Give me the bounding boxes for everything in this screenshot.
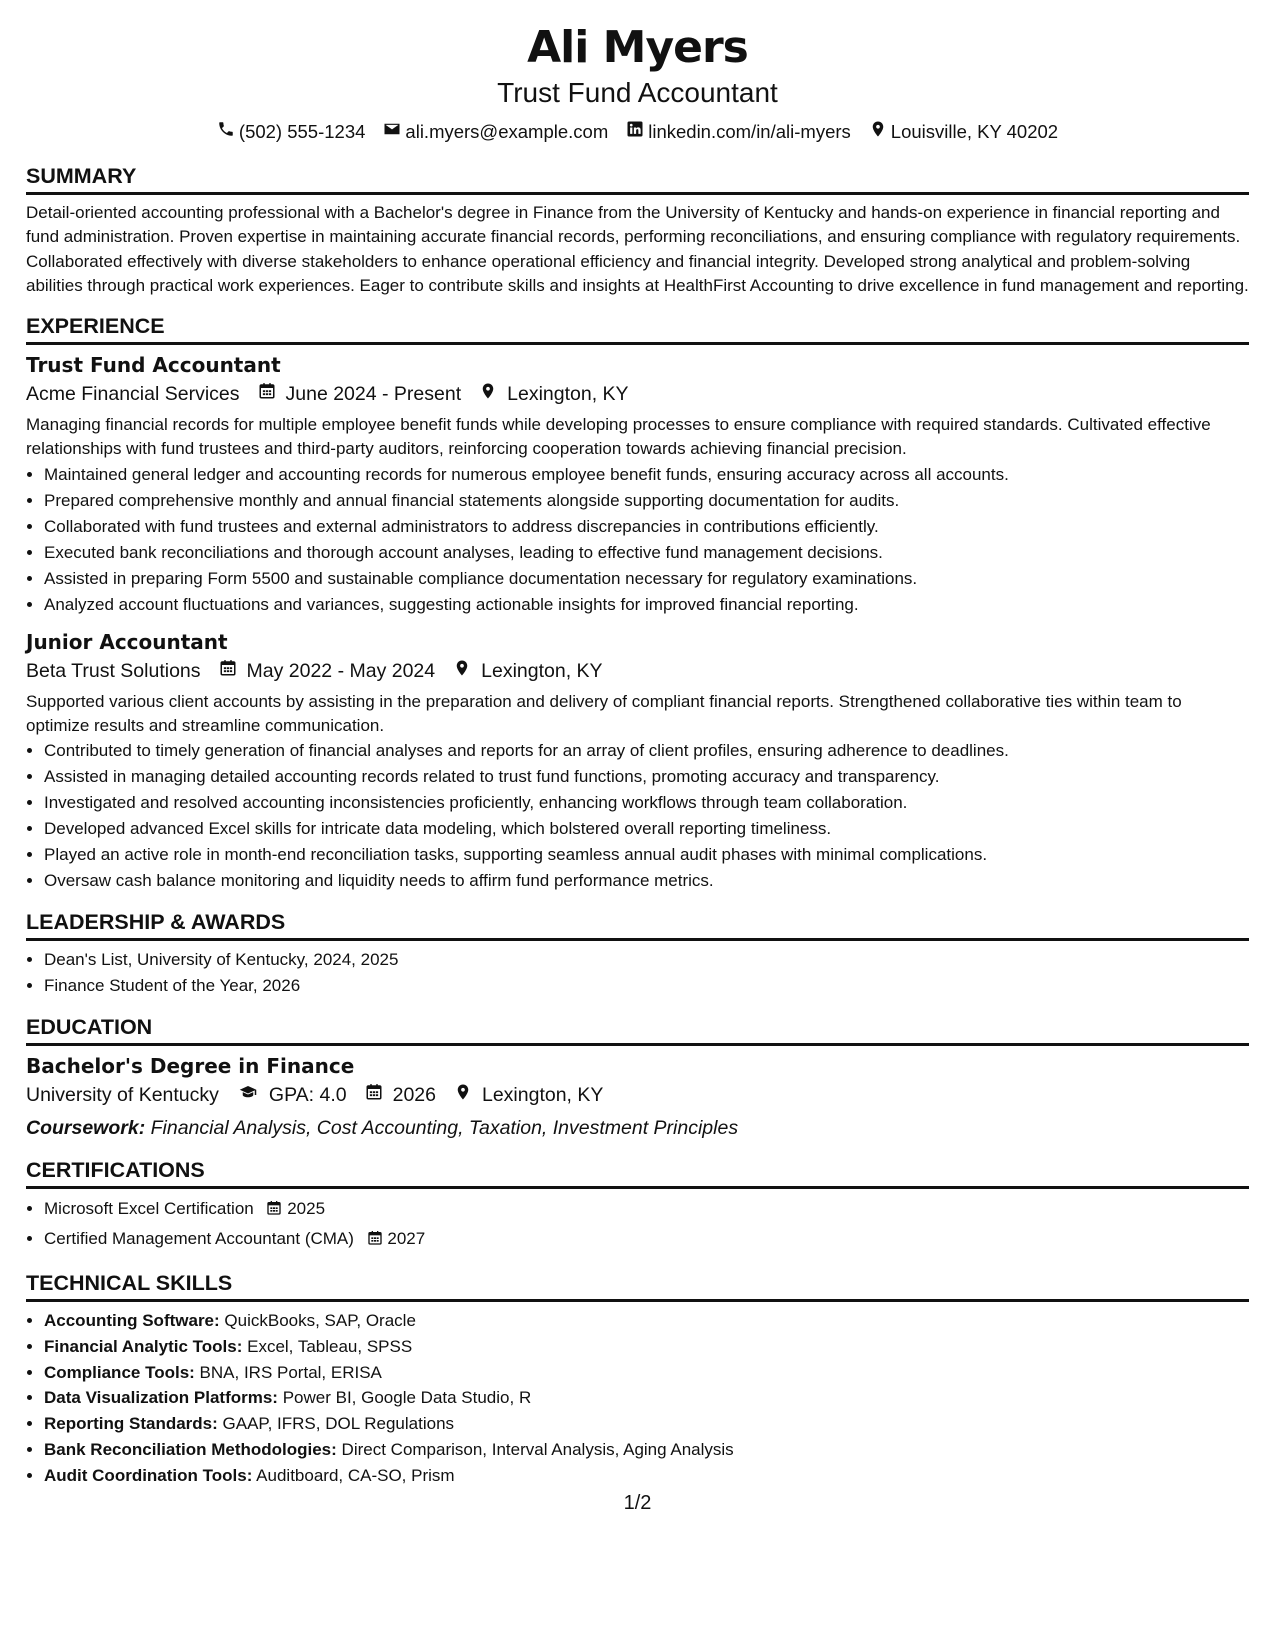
certifications-list xyxy=(26,1195,1249,1255)
degree-title: Bachelor's Degree in Finance xyxy=(26,1054,355,1079)
skill-value: BNA, IRS Portal, ERISA xyxy=(199,1362,382,1382)
gpa-text: GPA: 4.0 xyxy=(268,1084,347,1107)
map-pin-icon xyxy=(446,1080,472,1110)
job-dates: June 2024 - Present xyxy=(285,383,462,406)
job-dates: May 2022 - May 2024 xyxy=(246,659,436,682)
contact-bar xyxy=(0,120,1275,144)
job-meta xyxy=(26,656,1249,686)
summary-section xyxy=(26,162,1249,298)
resume-header xyxy=(0,0,1275,144)
company-name: Acme Financial Services xyxy=(26,383,240,406)
skill-label: Audit Coordination Tools: xyxy=(44,1465,253,1485)
section-heading: LEADERSHIP & AWARDS xyxy=(26,908,1249,941)
job-location: Lexington, KY xyxy=(481,659,603,682)
skill-value: GAAP, IFRS, DOL Regulations xyxy=(222,1414,455,1434)
skills-section xyxy=(26,1269,1249,1488)
job-location: Lexington, KY xyxy=(507,383,629,406)
skill-value: Direct Comparison, Interval Analysis, Aging Analysis xyxy=(341,1439,734,1459)
job-meta xyxy=(26,379,1249,409)
job-entry xyxy=(26,628,1249,895)
school-location: Lexington, KY xyxy=(481,1084,604,1107)
email-text: ali.myers@example.com xyxy=(405,121,609,142)
skills-list xyxy=(26,1308,1249,1488)
certifications-section xyxy=(26,1156,1249,1255)
list-item: • Maintained general ledger and accounting records for numerous employee benefit funds, ensuring accuracy across all accounts. xyxy=(44,462,1249,488)
list-item: • Collaborated with fund trustees and external administrators to address discrepancies in contributions efficiently. xyxy=(44,514,1249,540)
skill-label: Accounting Software: xyxy=(44,1311,220,1331)
cert-name: Certified Management Accountant (CMA) xyxy=(44,1229,354,1249)
envelope-icon xyxy=(383,120,401,144)
coursework-line xyxy=(26,1114,1249,1142)
list-item: • Assisted in managing detailed accounting records related to trust fund functions, promoting accuracy and transparency. xyxy=(44,764,1249,790)
list-item xyxy=(44,1360,1249,1386)
awards-list xyxy=(26,947,1249,999)
section-heading: TECHNICAL SKILLS xyxy=(26,1269,1249,1302)
contact-linkedin[interactable] xyxy=(626,120,851,144)
map-pin-icon xyxy=(869,120,887,144)
list-item: • Contributed to timely generation of financial analyses and reports for an array of client profiles, ensuring adherence to deadlines. xyxy=(44,738,1249,764)
skill-label: Bank Reconciliation Methodologies: xyxy=(44,1439,337,1459)
cert-year: 2027 xyxy=(387,1229,426,1249)
list-item: • Oversaw cash balance monitoring and liquidity needs to affirm fund performance metrics. xyxy=(44,868,1249,894)
skill-label: Financial Analytic Tools: xyxy=(44,1337,243,1357)
skill-label: Compliance Tools: xyxy=(44,1362,195,1382)
location-text: Louisville, KY 40202 xyxy=(890,121,1059,142)
job-bullets xyxy=(26,462,1249,618)
phone-icon xyxy=(217,120,235,144)
list-item xyxy=(44,1385,1249,1411)
list-item: • Investigated and resolved accounting inconsistencies proficiently, enhancing workflows through team collaboration. xyxy=(44,790,1249,816)
job-title: Trust Fund Accountant xyxy=(26,353,281,378)
calendar-icon xyxy=(250,379,276,409)
coursework-label: Coursework: xyxy=(26,1117,146,1140)
contact-location xyxy=(869,120,1058,144)
job-title: Junior Accountant xyxy=(26,629,228,654)
section-heading: EXPERIENCE xyxy=(26,312,1249,345)
job-entry xyxy=(26,351,1249,618)
list-item: • Developed advanced Excel skills for intricate data modeling, which bolstered overall reporting timeliness. xyxy=(44,816,1249,842)
calendar-icon xyxy=(357,1080,383,1110)
phone-text: (502) 555-1234 xyxy=(238,121,366,142)
list-item: • Dean's List, University of Kentucky, 2024, 2025 xyxy=(44,947,1249,973)
skill-label: Data Visualization Platforms: xyxy=(44,1388,278,1408)
summary-text: Detail-oriented accounting professional with a Bachelor's degree in Finance from the University of Kentucky and hands-on experience in financial reporting and fund administration. Proven expertise in maintaining accurate financial records, performing reconciliations, and ensuring compliance with regulatory requirements. Collaborated effectively with diverse stakeholders to enhance operational efficiency and financial integrity. Developed strong analytical and problem-solving abilities through practical work experiences. Eager to contribute skills and insights at HealthFirst Accounting to drive excellence in fund management and reporting. xyxy=(26,203,1249,295)
list-item: • Assisted in preparing Form 5500 and sustainable compliance documentation necessary for regulatory examinations. xyxy=(44,566,1249,592)
school-name: University of Kentucky xyxy=(26,1084,219,1107)
job-bullets xyxy=(26,738,1249,894)
list-item xyxy=(44,1437,1249,1463)
job-description: Supported various client accounts by assisting in the preparation and delivery of compliant financial reports. Strengthened collaborative ties within team to optimize results and streamline communication. xyxy=(26,691,1182,736)
job-description: Managing financial records for multiple employee benefit funds while developing processes to ensure compliance with required standards. Cultivated effective relationships with fund trustees and third-party auditors, reinforcing cooperation towards achieving financial precision. xyxy=(26,415,1211,459)
list-item xyxy=(44,1308,1249,1334)
list-item: • Executed bank reconciliations and thorough account analyses, leading to effective fund management decisions. xyxy=(44,540,1249,566)
calendar-icon xyxy=(211,656,237,686)
section-heading: CERTIFICATIONS xyxy=(26,1156,1249,1189)
map-pin-icon xyxy=(445,656,471,686)
list-item xyxy=(44,1195,1249,1225)
skill-value: Auditboard, CA-SO, Prism xyxy=(256,1465,455,1485)
education-section xyxy=(26,1013,1249,1142)
linkedin-icon xyxy=(626,120,644,144)
list-item: • Prepared comprehensive monthly and annual financial statements alongside supporting documentation for audits. xyxy=(44,488,1249,514)
page-number: 1/2 xyxy=(623,1492,652,1514)
graduation-cap-icon xyxy=(229,1080,259,1110)
list-item xyxy=(44,1463,1249,1489)
contact-phone[interactable] xyxy=(217,120,366,144)
map-pin-icon xyxy=(471,379,497,409)
skill-label: Reporting Standards: xyxy=(44,1414,218,1434)
education-meta xyxy=(26,1080,1249,1110)
candidate-name: Ali Myers xyxy=(527,22,748,73)
cert-name: Microsoft Excel Certification xyxy=(44,1199,254,1219)
experience-section xyxy=(26,312,1249,894)
linkedin-text: linkedin.com/in/ali-myers xyxy=(648,121,851,142)
section-heading: SUMMARY xyxy=(26,162,1249,195)
calendar-icon xyxy=(367,1227,383,1255)
skill-value: QuickBooks, SAP, Oracle xyxy=(224,1311,416,1331)
company-name: Beta Trust Solutions xyxy=(26,659,201,682)
coursework-text: Financial Analysis, Cost Accounting, Taxation, Investment Principles xyxy=(150,1117,739,1140)
list-item: • Finance Student of the Year, 2026 xyxy=(44,973,1249,999)
list-item xyxy=(44,1225,1249,1255)
skill-value: Power BI, Google Data Studio, R xyxy=(282,1388,532,1408)
graduation-year: 2026 xyxy=(392,1084,436,1107)
list-item: • Analyzed account fluctuations and variances, suggesting actionable insights for improved financial reporting. xyxy=(44,592,1249,618)
section-heading: EDUCATION xyxy=(26,1013,1249,1046)
skill-value: Excel, Tableau, SPSS xyxy=(247,1337,413,1357)
list-item xyxy=(44,1411,1249,1437)
contact-email[interactable] xyxy=(383,120,608,144)
leadership-section xyxy=(26,908,1249,999)
candidate-title: Trust Fund Accountant xyxy=(497,77,778,108)
list-item xyxy=(44,1334,1249,1360)
list-item: • Played an active role in month-end reconciliation tasks, supporting seamless annual audit phases with minimal complications. xyxy=(44,842,1249,868)
cert-year: 2025 xyxy=(287,1199,326,1219)
calendar-icon xyxy=(266,1197,282,1225)
